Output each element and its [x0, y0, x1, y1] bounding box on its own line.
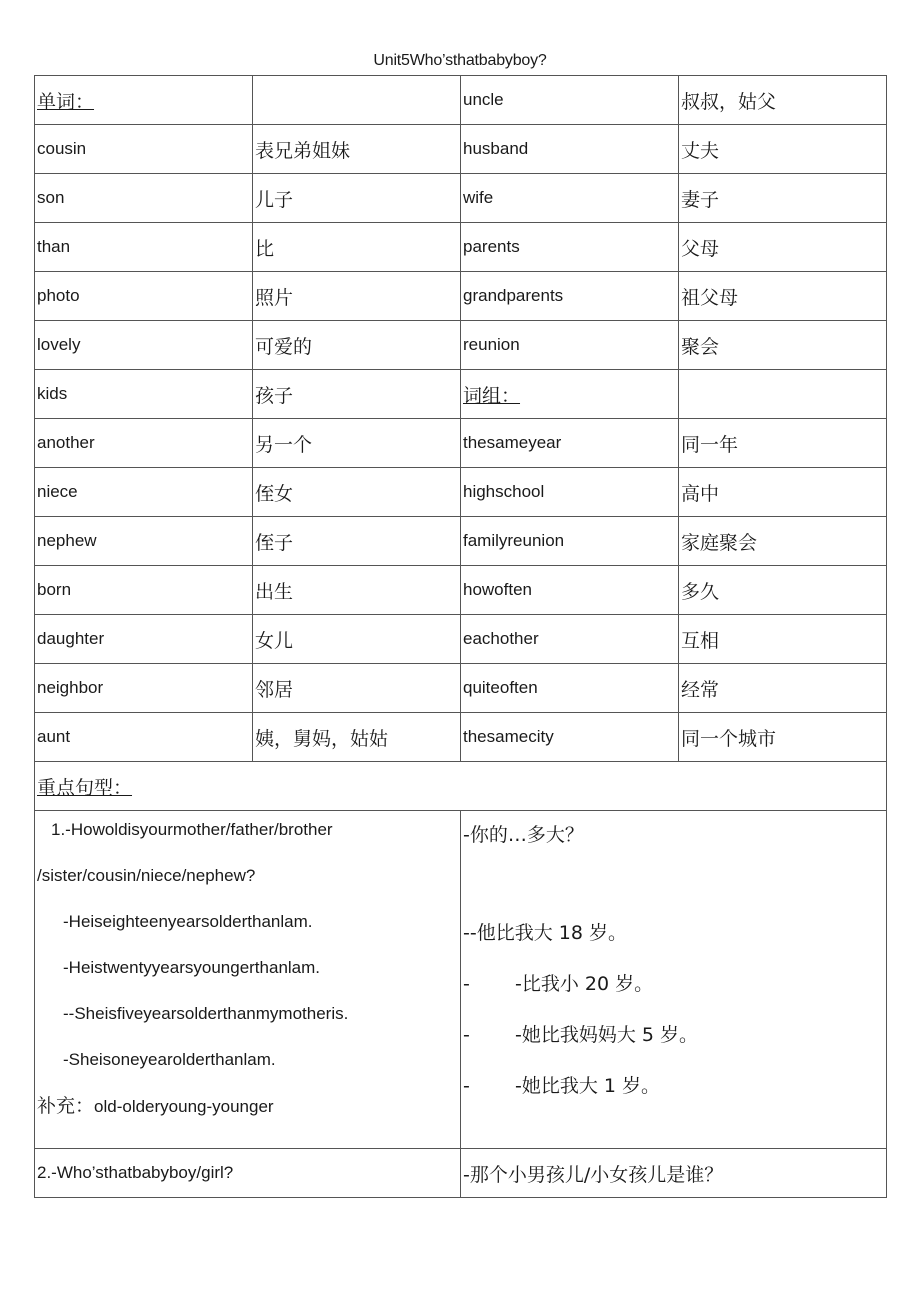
phrase-en: quiteoften: [461, 664, 679, 713]
vocab-row: [35, 468, 887, 517]
phrase-en: thesameyear: [461, 419, 679, 468]
vocab-en-word: reunion: [461, 321, 679, 370]
phrase-en: thesamecity: [461, 713, 679, 762]
vocab-zh-meaning: 叔叔，姑父: [679, 76, 887, 125]
vocab-en-word: photo: [35, 272, 253, 321]
pattern-question-cont: /sister/cousin/niece/nephew?: [37, 866, 256, 885]
vocab-row: [35, 713, 887, 762]
vocab-zh-meaning: 比: [253, 223, 461, 272]
vocab-row: [35, 321, 887, 370]
sentences-section-label: 重点句型：: [35, 762, 887, 811]
vocab-en-word: parents: [461, 223, 679, 272]
vocab-row: [35, 517, 887, 566]
vocab-zh-meaning: 孩子: [253, 370, 461, 419]
vocab-zh-meaning: 聚会: [679, 321, 887, 370]
phrase-en: highschool: [461, 468, 679, 517]
sentence-pattern-2: [35, 1149, 887, 1198]
vocab-zh-meaning: 丈夫: [679, 125, 887, 174]
vocab-row: [35, 370, 887, 419]
pattern-1-chinese: [461, 811, 887, 1149]
pattern-1-english: [35, 811, 461, 1149]
vocab-zh-meaning: 姨，舅妈，姑姑: [253, 713, 461, 762]
phrase-en: familyreunion: [461, 517, 679, 566]
vocab-zh-meaning: 侄女: [253, 468, 461, 517]
phrase-zh: 多久: [679, 566, 887, 615]
pattern-zh-question: -你的…多大？: [463, 824, 584, 846]
vocab-zh-meaning: 祖父母: [679, 272, 887, 321]
vocab-zh-meaning: 儿子: [253, 174, 461, 223]
vocab-row: [35, 125, 887, 174]
empty-cell: [253, 76, 461, 125]
vocab-row: [35, 566, 887, 615]
vocab-en-word: uncle: [461, 76, 679, 125]
vocab-en-word: wife: [461, 174, 679, 223]
vocab-en-word: nephew: [35, 517, 253, 566]
pattern-answer: -Heiseighteenyearsolderthanlam.: [63, 912, 313, 931]
vocab-zh-meaning: 父母: [679, 223, 887, 272]
vocab-zh-meaning: 妻子: [679, 174, 887, 223]
vocab-row: [35, 615, 887, 664]
vocab-en-word: lovely: [35, 321, 253, 370]
pattern-answer: -Heistwentyyearsyoungerthanlam.: [63, 958, 321, 977]
empty-cell: [679, 370, 887, 419]
phrase-zh: 同一年: [679, 419, 887, 468]
vocab-zh-meaning: 女儿: [253, 615, 461, 664]
vocab-row: [35, 272, 887, 321]
vocab-en-word: grandparents: [461, 272, 679, 321]
pattern-zh-answer: --他比我大 18 岁。: [463, 922, 627, 944]
phrase-zh: 经常: [679, 664, 887, 713]
vocab-en-word: husband: [461, 125, 679, 174]
vocab-zh-meaning: 照片: [253, 272, 461, 321]
vocab-header-row: [35, 76, 887, 125]
vocab-zh-meaning: 邻居: [253, 664, 461, 713]
supplement-label: 补充：: [37, 1095, 95, 1117]
phrase-zh: 家庭聚会: [679, 517, 887, 566]
vocab-zh-meaning: 侄子: [253, 517, 461, 566]
vocab-section-label: 单词：: [35, 76, 253, 125]
vocab-en-word: daughter: [35, 615, 253, 664]
pattern-answer: --Sheisfiveyearsolderthanmymotheris.: [63, 1004, 349, 1023]
pattern-zh-answer: - -她比我妈妈大 5 岁。: [463, 1024, 699, 1046]
pattern-answer: -Sheisoneyearolderthanlam.: [63, 1050, 276, 1069]
vocab-row: [35, 419, 887, 468]
vocab-en-word: kids: [35, 370, 253, 419]
pattern-zh-answer: - -比我小 20 岁。: [463, 973, 654, 995]
phrase-en: eachother: [461, 615, 679, 664]
vocab-en-word: niece: [35, 468, 253, 517]
vocab-en-word: than: [35, 223, 253, 272]
vocabulary-table: [34, 75, 887, 1198]
page-title: Unit5Who’sthatbabyboy?: [373, 52, 547, 69]
supplement-line: [37, 1095, 458, 1141]
vocab-zh-meaning: 另一个: [253, 419, 461, 468]
pattern-2-chinese: -那个小男孩儿/小女孩儿是谁？: [461, 1149, 887, 1198]
vocab-en-word: cousin: [35, 125, 253, 174]
vocab-zh-meaning: 可爱的: [253, 321, 461, 370]
phrase-zh: 互相: [679, 615, 887, 664]
supplement-text: old-olderyoung-younger: [94, 1097, 274, 1116]
vocab-row: [35, 664, 887, 713]
pattern-zh-answer: - -她比我大 1 岁。: [463, 1075, 661, 1097]
phrase-zh: 高中: [679, 468, 887, 517]
vocab-en-word: son: [35, 174, 253, 223]
sentence-pattern-1: [35, 811, 887, 1149]
phrases-section-label: 词组：: [461, 370, 679, 419]
phrase-zh: 同一个城市: [679, 713, 887, 762]
vocab-row: [35, 223, 887, 272]
vocab-en-word: another: [35, 419, 253, 468]
vocab-zh-meaning: 出生: [253, 566, 461, 615]
vocab-zh-meaning: 表兄弟姐妹: [253, 125, 461, 174]
vocab-en-word: aunt: [35, 713, 253, 762]
pattern-question: 1.-Howoldisyourmother/father/brother: [51, 820, 333, 839]
vocab-en-word: neighbor: [35, 664, 253, 713]
pattern-2-english: 2.-Who’sthatbabyboy/girl?: [35, 1149, 461, 1198]
sentences-header-row: [35, 762, 887, 811]
vocab-en-word: born: [35, 566, 253, 615]
phrase-en: howoften: [461, 566, 679, 615]
vocab-row: [35, 174, 887, 223]
